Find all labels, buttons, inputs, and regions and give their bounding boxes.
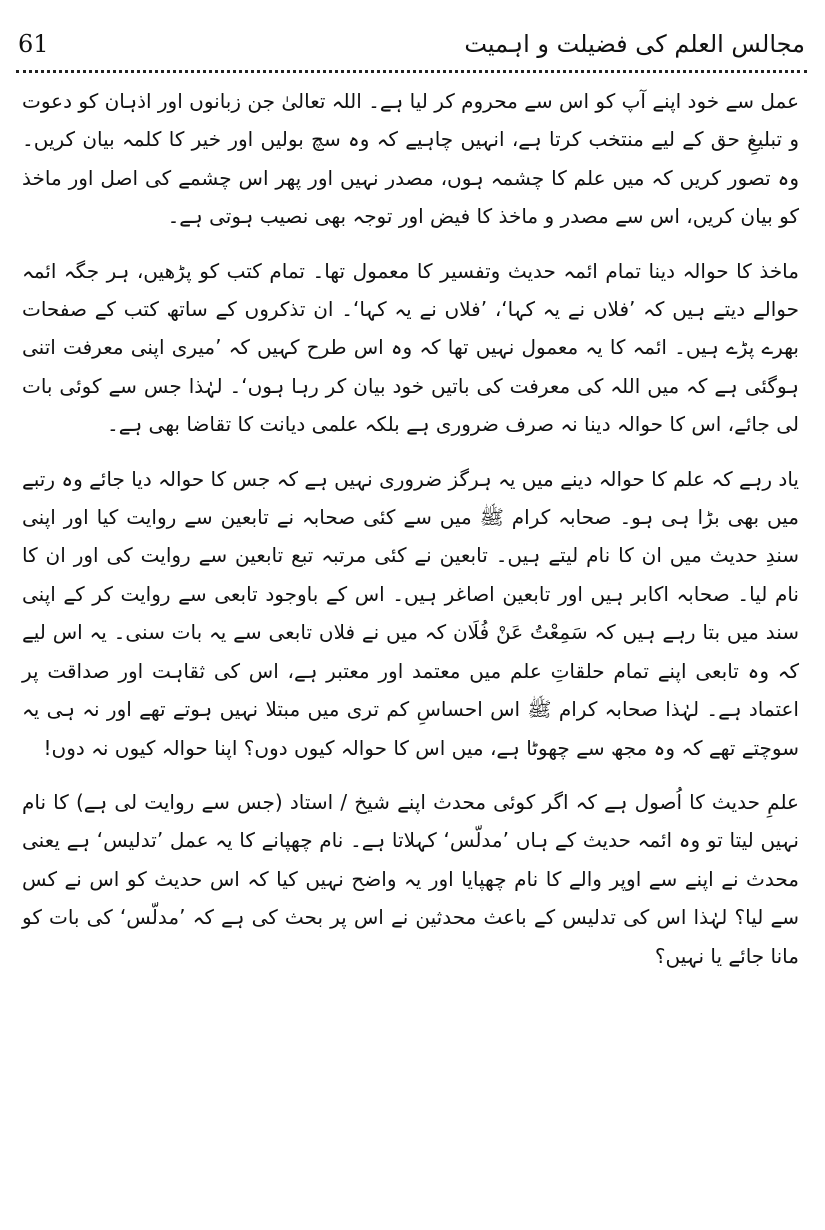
body-text: [22, 82, 799, 1216]
page-number: 61: [18, 30, 49, 58]
page-header: [18, 22, 805, 66]
header-divider: [16, 70, 807, 73]
running-title: مجالس العلم کی فضیلت و اہمیت: [464, 30, 805, 58]
paragraph-3: یاد رہے کہ علم کا حوالہ دینے میں یہ ہرگز ضروری نہیں ہے کہ جس کا حوالہ دیا جائے وہ رتبے میں بھی بڑا ہی ہو۔ صحابہ کرام ﷺ میں سے کئی صحابہ نے تابعین سے روایت کیا اور اپنی سندِ حدیث میں ان کا نام لیتے ہیں۔ تابعین نے کئی مرتبہ تبع تابعین سے روایت کی اور ان کا نام لیا۔ صحابہ اکابر ہیں اور تابعین اصاغر ہیں۔ اس کے باوجود تابعی سے روایت کر کے اپنی سند میں بتا رہے ہیں کہ سَمِعْتُ عَنْ فُلَان کہ میں نے فلاں تابعی سے یہ بات سنی۔ یہ اس لیے کہ وہ تابعی اپنے تمام حلقاتِ علم میں معتمد اور معتبر ہے، اس کی ثقاہت اور صداقت پر اعتماد ہے۔ لہٰذا صحابہ کرام ﷺ اس احساسِ کم تری میں مبتلا نہیں ہوتے تھے اور نہ ہی یہ سوچتے تھے کہ وہ مجھ سے چھوٹا ہے، میں اس کا حوالہ کیوں دوں؟ اپنا حوالہ کیوں نہ دوں!: [22, 466, 799, 760]
paragraph-4: علمِ حدیث کا اُصول ہے کہ اگر کوئی محدث اپنے شیخ / استاد (جس سے روایت لی ہے) کا نام نہیں لیتا تو وہ ائمہ حدیث کے ہاں ’مدلّس‘ کہلاتا ہے۔ نام چھپانے کا یہ عمل ’تدلیس‘ ہے یعنی محدث نے اپنے سے اوپر والے کا نام چھپایا اور یہ واضح نہیں کیا کہ اس حدیث کو اس نے کس سے لیا؟ لہٰذا اس کی تدلیس کے باعث محدثین نے اس پر بحث کی ہے کہ ’مدلّس‘ کی بات کو مانا جائے یا نہیں؟: [22, 789, 799, 968]
paragraph-1: عمل سے خود اپنے آپ کو اس سے محروم کر لیا ہے۔ اللہ تعالیٰ جن زبانوں اور اذہان کو دعوت و تبلیغِ حق کے لیے منتخب کرتا ہے، انہیں چاہیے کہ وہ سچ بولیں اور خیر کا کلمہ بیان کریں۔ وہ تصور کریں کہ میں علم کا چشمہ ہوں، مصدر نہیں اور پھر اس چشمے کی اصل اور ماخذ کو بیان کریں، اس سے مصدر و ماخذ کا فیض اور توجہ بھی نصیب ہوتی ہے۔: [22, 89, 799, 229]
paragraph-2: ماخذ کا حوالہ دینا تمام ائمہ حدیث وتفسیر کا معمول تھا۔ تمام کتب کو پڑھیں، ہر جگہ ائمہ حوالے دیتے ہیں کہ ’فلاں نے یہ کہا‘، ’فلاں نے یہ کہا‘۔ ان تذکروں کے ساتھ کتب کے صفحات بھرے پڑے ہیں۔ ائمہ کا یہ معمول نہیں تھا کہ وہ اس طرح کہیں کہ ’میری اپنی معرفت اتنی ہوگئی ہے کہ میں اللہ کی معرفت کی باتیں خود بیان کر رہا ہوں‘۔ لہٰذا جس سے کوئی بات لی جائے، اس کا حوالہ دینا نہ صرف ضروری ہے بلکہ علمی دیانت کا تقاضا بھی ہے۔: [22, 258, 799, 437]
